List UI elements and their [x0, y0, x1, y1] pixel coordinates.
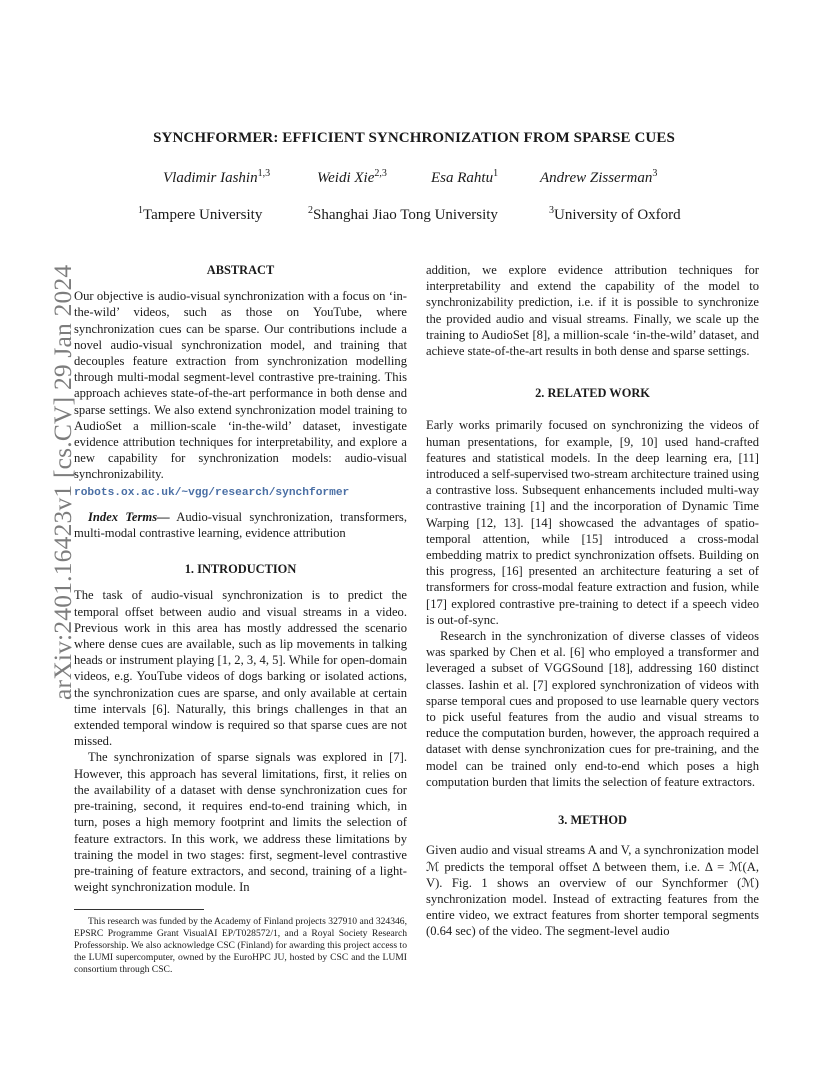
index-terms: Index Terms— Audio-visual synchronization, transformers, multi-modal contrastive learning, evidence attribution — [74, 509, 407, 541]
introduction-heading: 1. INTRODUCTION — [184, 562, 297, 577]
intro-continuation: addition, we explore evidence attribution techniques for interpretability and extend the capability of the model to synchronizability prediction, i.e. if it is possible to synchronize the provided audio and visual streams. Finally, we scale up the training to AudioSet [8], a million-scale ‘in-the-wild’ dataset, and achieve state-of-the-art results in both dense and sparse settings. — [426, 263, 759, 359]
author-list — [0, 168, 828, 190]
footnote-rule — [74, 909, 204, 910]
author-2: Weidi Xie$^{2,3}$ — [317, 168, 387, 186]
project-link[interactable]: robots.ox.ac.uk/~vgg/research/synchformer — [74, 486, 350, 499]
affiliation-2: $^2$Shanghai Jiao Tong University — [308, 205, 498, 223]
related-paragraph-1: Early works primarily focused on synchronizing the videos of human presentations, for example, [9, 10] used hand-crafted features and statistical models. In the deep learning era, [11] introduced a self-supervised two-stream architecture trained using a contrastive loss. Subsequent enhancements included multi-way contrastive training [1] and the incorporation of Dynamic Time Warping [12, 13]. [14] showcased the advantages of spatio-temporal attention, while [15] introduced a cross-modal embedding matrix to predict synchronization offsets. Building on this progress, [16] presented an architecture featuring a set of transformers for cross-modal feature extraction and fusion, while [17] explored contrastive pre-training to detect if a speech video is out-of-sync. — [426, 418, 759, 627]
funding-footnote: This research was funded by the Academy of Finland projects 327910 and 324346, EPSRC Programme Grant VisualAI EP/T028572/1, and a Royal Society Research Professorship. We also acknowledge CSC (Finland) for awarding this project access to the LUMI supercomputer, owned by the EuroHPC JU, hosted by CSC and the LUMI consortium through CSC. — [74, 916, 407, 975]
affiliation-1: $^1$Tampere University — [138, 205, 263, 223]
author-3: Esa Rahtu$^1$ — [431, 168, 499, 186]
abstract-body: Our objective is audio-visual synchronization with a focus on ‘in-the-wild’ videos, such as those on YouTube, where synchronization cues can be sparse. Our contributions include a novel audio-visual synchronization model, and training that decouples feature extraction from synchronization modelling through multi-modal segment-level contrastive pre-training. This approach achieves state-of-the-art performance in both dense and sparse settings. We also extend synchronization model training to AudioSet a million-scale ‘in-the-wild’ dataset, investigate evidence attribution techniques for interpretability, and explore a new capability for synchronization models: audio-visual synchronizability. robots.ox.ac.uk/~vgg/research/synchformer — [74, 289, 407, 499]
author-4: Andrew Zisserman$^3$ — [540, 168, 658, 186]
arxiv-stamp-text: arXiv:2401.16423v1 [cs.CV] 29 Jan 2024 — [48, 264, 77, 700]
right-column — [426, 262, 759, 940]
left-column — [74, 262, 407, 895]
author-1: Vladimir Iashin$^{1,3}$ — [163, 168, 271, 186]
related-paragraph-2: Research in the synchronization of diverse classes of videos was sparked by Chen et al. [6] who employed a transformer and leveraged a subset of VGGSound [18], addressing 160 distinct classes. Iashin et al. [7] explored synchronization of videos with sparse temporal cues and proposed to use learnable query vectors to pick useful features from the audio and visual streams to reduce the computation burden, however, the approach required a dataset with dense synchronization cues for pre-training, and the model can be trained only end-to-end which poses a high computation burden that limits the selection of feature extractors. — [426, 629, 759, 789]
abstract-heading: ABSTRACT — [206, 263, 275, 277]
method-paragraph: Given audio and visual streams A and V, a synchronization model ℳ predicts the temporal offset Δ between them, i.e. Δ = ℳ(A, V). Fig. 1 shows an overview of our Synchformer (ℳ) synchronization model. Instead of extracting features from the entire video, we extract features from shorter temporal segments (0.64 sec) of the video. The segment-level audio — [426, 843, 759, 939]
paper-title: SYNCHFORMER: EFFICIENT SYNCHRONIZATION FROM SPARSE CUES — [153, 130, 675, 146]
related-work-heading: 2. RELATED WORK — [535, 386, 650, 401]
intro-paragraph-1: The task of audio-visual synchronization is to predict the temporal offset between audio and visual streams in a video. Previous work in this area has mostly addressed the scenario where dense cues are available, such as lip movements in talking heads or instrument playing [1, 2, 3, 4, 5]. While for open-domain videos, e.g. YouTube videos of dogs barking or isolated actions, the synchronization cues are sparse, and only available at certain time intervals [6]. Naturally, this brings challenges in that an extended temporal window is required so that sparse cues are not missed. — [74, 588, 407, 749]
intro-paragraph-2: The synchronization of sparse signals was explored in [7]. However, this approach has several limitations, first, it relies on the availability of a dataset with dense synchronization cues for pre-training, second, it requires end-to-end training which, in turn, poses a high memory footprint and limits the selection of feature extractors. In this work, we address these limitations by training the model in two stages: first, segment-level contrastive pre-training of feature extractors, and second, training of a light-weight synchronization module. In — [74, 750, 407, 895]
affiliation-3: $^3$University of Oxford — [549, 205, 681, 223]
affiliation-list — [0, 205, 828, 227]
index-terms-label: Index Terms— — [88, 509, 170, 524]
arxiv-stamp — [22, 264, 77, 700]
method-heading: 3. METHOD — [558, 813, 627, 828]
